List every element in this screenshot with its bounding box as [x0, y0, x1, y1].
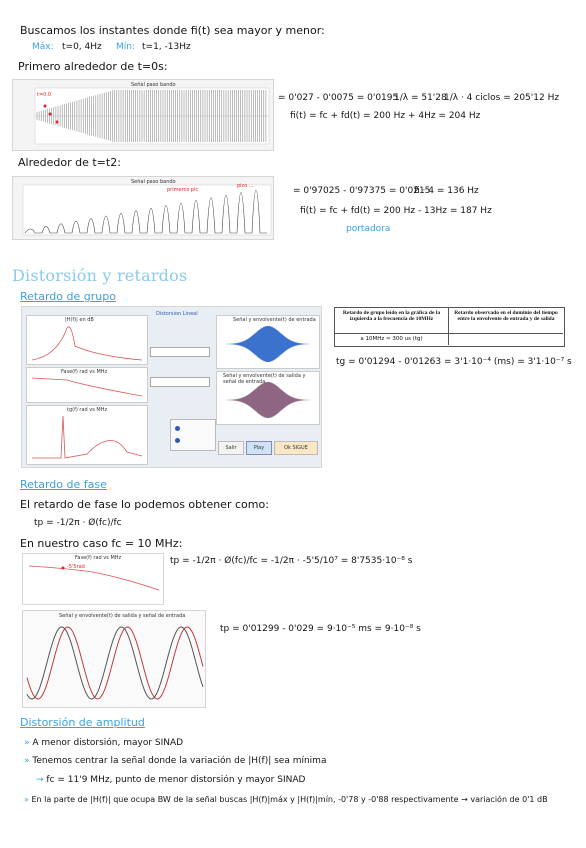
- phase-line2: En nuestro caso fc = 10 MHz:: [20, 537, 183, 550]
- group-delay-table: [334, 307, 565, 347]
- eq2-line1b: fi · 4 = 136 Hz: [414, 186, 479, 196]
- panel-right-top-title: Señal y envolvente(t) de entrada: [233, 317, 316, 323]
- table-header-2: Retardo observado en el dominio del tiempo entre la envolvente de entrada y de salida: [449, 308, 563, 334]
- oscillo-title: Señal y envolvente(t) de salida y señal de entrada: [59, 613, 186, 619]
- min-value: t=1, -13Hz: [142, 42, 191, 52]
- min-label: Mín:: [116, 42, 136, 52]
- phase-formula: tp = -1/2π · Ø(fc)/fc: [34, 518, 122, 528]
- table-header-1: Retardo de grupo leído en la gráfica de la izquierda a la frecuencia de 10MHz: [335, 308, 449, 334]
- oscillo-chart: [22, 610, 206, 708]
- panel-left-bot-title: tg(f) rad vs MHz: [67, 407, 108, 413]
- tg-equation: tg = 0'01294 - 0'01263 = 3'1·10⁻⁴ (ms) = 3'1·10⁻⁷ s: [336, 357, 572, 367]
- chart-bandpass-1: [12, 79, 274, 151]
- amp-bullet-2: » Tenemos centrar la señal donde la variación de |H(f)| sea mínima: [24, 756, 327, 766]
- chart-bandpass-2: [12, 176, 274, 240]
- chart1-title: Señal paso bando: [131, 82, 176, 88]
- eq1-line1b: 1/λ = 51'28: [394, 93, 447, 103]
- chart2-note-a: primeros pic: [167, 187, 199, 193]
- table-cell-2: [449, 334, 563, 345]
- amp-distortion-heading: Distorsión de amplitud: [20, 716, 145, 729]
- eq2-line1: = 0'97025 - 0'97375 = 0'0215: [293, 186, 431, 196]
- phase-eq-b: tp = 0'01299 - 0'029 = 9·10⁻⁵ ms = 9·10⁻⁸ s: [220, 624, 421, 634]
- phase-line1: El retardo de fase lo podemos obtener como:: [20, 498, 269, 511]
- around-t2: Alrededor de t=t2:: [18, 156, 121, 169]
- phase-eq-a: tp = -1/2π · Ø(fc)/fc = -1/2π · -5'5/10⁷ = 8'7535·10⁻⁸ s: [170, 556, 413, 566]
- max-label: Máx:: [32, 42, 54, 52]
- amp-bullet-1: » A menor distorsión, mayor SINAD: [24, 738, 184, 748]
- eq2-line2: fi(t) = fc + fd(t) = 200 Hz - 13Hz = 187 Hz: [300, 206, 492, 216]
- eq1-line2: fi(t) = fc + fd(t) = 200 Hz + 4Hz = 204 Hz: [290, 111, 481, 121]
- eq1-line1: = 0'027 - 0'0075 = 0'0195: [278, 93, 399, 103]
- chart1-note: t=0.0: [37, 92, 52, 98]
- chart2-note-b: pico ...: [237, 183, 254, 189]
- phase-delay-heading: Retardo de fase: [20, 478, 107, 491]
- chart2-plot: [13, 177, 274, 240]
- panel-right-bot-title: Señal y envolvente(t) de salida y señal de entrada: [223, 373, 306, 385]
- amp-bullet-3: → fc = 11'9 MHz, punto de menor distorsión y mayor SINAD: [36, 775, 306, 785]
- max-value: t=0, 4Hz: [62, 42, 102, 52]
- amp-bullet-4: » En la parte de |H(f)| que ocupa BW de la señal buscas |H(f)|máx y |H(f)|mín, -0'78 y -0'88 respectivamente → variación de 0'1 dB: [24, 795, 548, 804]
- panel-left-top-title: |H(f)| en dB: [65, 317, 94, 323]
- panel-left-mid-title: Fase(f) rad vs MHz: [61, 369, 108, 375]
- phase-chart-title: Fase(f) rad vs MHz: [75, 555, 122, 561]
- section-title: Distorsión y retardos: [12, 266, 188, 285]
- table-cell-1: a 10MHz ≈ 300 us (tg): [335, 334, 449, 345]
- app-exit-button[interactable]: Salir: [218, 441, 244, 455]
- first-around: Primero alrededor de t=0s:: [18, 60, 168, 73]
- intro-heading: Buscamos los instantes donde fi(t) sea mayor y menor:: [20, 24, 325, 37]
- group-delay-heading: Retardo de grupo: [20, 290, 116, 303]
- phase-chart-note: -5'5rad: [67, 564, 85, 570]
- phase-chart: [22, 553, 164, 605]
- eq1-line1c: 1/λ · 4 ciclos = 205'12 Hz: [444, 93, 560, 103]
- app-window-screenshot: [21, 306, 322, 468]
- chart1-plot: [13, 80, 274, 151]
- eq2-portadora: portadora: [346, 224, 391, 234]
- chart2-title: Señal paso bando: [131, 179, 176, 185]
- app-play-button[interactable]: Play: [246, 441, 272, 455]
- app-title: Distorsion Lineal: [156, 311, 198, 317]
- app-ok-button[interactable]: Ok SIGUE: [274, 441, 318, 455]
